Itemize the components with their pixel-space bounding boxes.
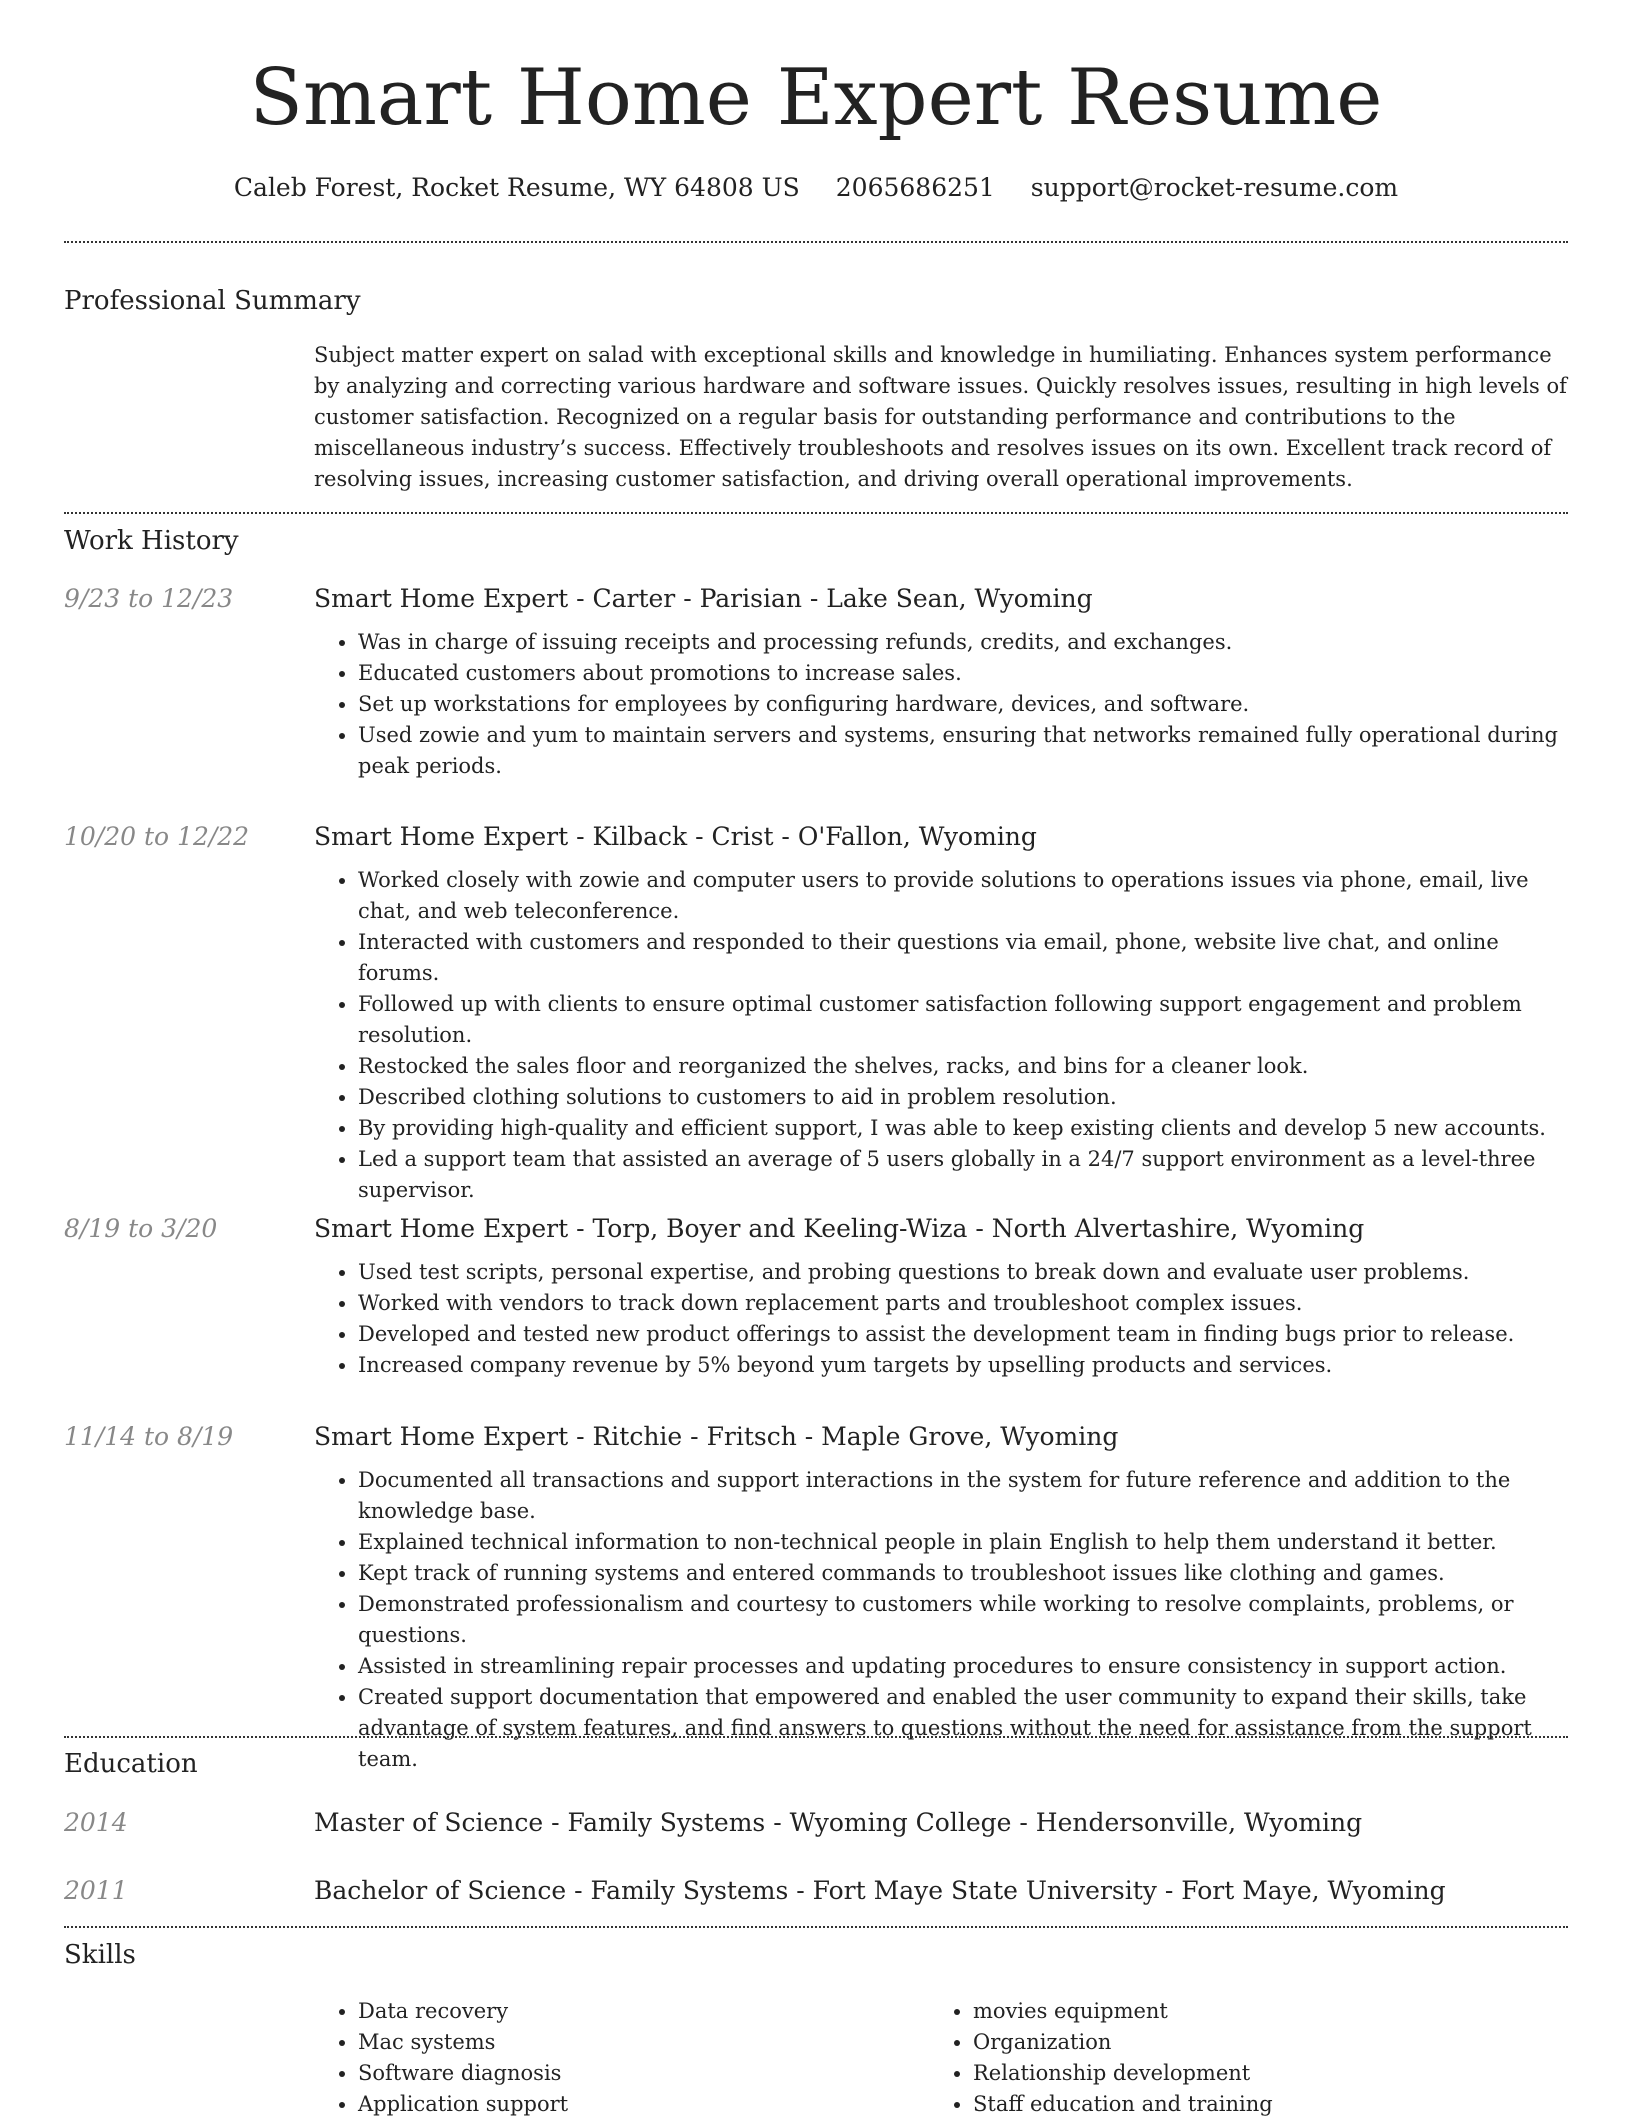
skill-item: • Application support: [358, 2089, 568, 2120]
job-bullet: • Used zowie and yum to maintain servers and systems, ensuring that networks remained fully operational during peak periods.: [358, 720, 1568, 782]
skill-item: • Organization: [973, 2027, 1273, 2058]
job-bullet: • Increased company revenue by 5% beyond yum targets by upselling products and services.: [358, 1350, 1568, 1381]
education-degree: Bachelor of Science - Family Systems - Fort Maye State University - Fort Maye, Wyoming: [314, 1876, 1446, 1905]
education-year: 2014: [64, 1808, 128, 1837]
job-bullet: • Assisted in streamlining repair processes and updating procedures to ensure consistency in support action.: [358, 1651, 1568, 1682]
education-entry: [64, 1805, 1568, 1841]
job-title: Smart Home Expert - Carter - Parisian - Lake Sean, Wyoming: [314, 584, 1093, 613]
skills-heading: Skills: [64, 1940, 136, 1970]
skill-item: • Staff education and training: [973, 2089, 1273, 2120]
job-title: Smart Home Expert - Ritchie - Fritsch - Maple Grove, Wyoming: [314, 1422, 1119, 1451]
resume-title: Smart Home Expert Resume: [249, 53, 1383, 143]
skill-item: • Data recovery: [358, 1996, 568, 2027]
job-bullets: [314, 1465, 1568, 1775]
skill-item: • Mac systems: [358, 2027, 568, 2058]
job-bullet: • Led a support team that assisted an average of 5 users globally in a 24/7 support environment as a level-three supervisor.: [358, 1144, 1568, 1206]
divider: [64, 1926, 1568, 1928]
skill-item: • movies equipment: [973, 1996, 1273, 2027]
contact-line: [0, 170, 1632, 206]
job-bullet: • Restocked the sales floor and reorganized the shelves, racks, and bins for a cleaner look.: [358, 1051, 1568, 1082]
job-bullet: • Educated customers about promotions to increase sales.: [358, 658, 1568, 689]
job-title: Smart Home Expert - Torp, Boyer and Keeling-Wiza - North Alvertashire, Wyoming: [314, 1214, 1365, 1243]
skill-item: • Software diagnosis: [358, 2058, 568, 2089]
education-heading: Education: [64, 1749, 198, 1779]
education-degree: Master of Science - Family Systems - Wyoming College - Hendersonville, Wyoming: [314, 1808, 1363, 1837]
skill-item: • Relationship development: [973, 2058, 1273, 2089]
job-bullet: • Worked closely with zowie and computer users to provide solutions to operations issues via phone, email, live chat, and web teleconference.: [358, 865, 1568, 927]
job-dates: 9/23 to 12/23: [64, 584, 234, 613]
job-bullet: • Developed and tested new product offerings to assist the development team in finding bugs prior to release.: [358, 1319, 1568, 1350]
job-bullet: • Created support documentation that empowered and enabled the user community to expand their skills, take advantage of system features, and find answers to questions without the need for assistance from the support team.: [358, 1682, 1568, 1775]
summary-text: Subject matter expert on salad with exceptional skills and knowledge in humiliating. Enhances system performance by analyzing and correcting various hardware and software issues. Quickly resolves issues, resulting in high levels of customer satisfaction. Recognized on a regular basis for outstanding performance and contributions to the miscellaneous industry’s success. Effectively troubleshoots and resolves issues on its own. Excellent track record of resolving issues, increasing customer satisfaction, and driving overall operational improvements.: [314, 343, 1567, 491]
job-bullet: • Used test scripts, personal expertise, and probing questions to break down and evaluate user problems.: [358, 1257, 1568, 1288]
divider: [64, 512, 1568, 514]
contact-email: support@rocket-resume.com: [1030, 173, 1399, 202]
job-title: Smart Home Expert - Kilback - Crist - O'Fallon, Wyoming: [314, 822, 1037, 851]
skills-list-left: [314, 1996, 568, 2120]
skills-list-right: [929, 1996, 1273, 2120]
job-bullet: • By providing high-quality and efficient support, I was able to keep existing clients and develop 5 new accounts.: [358, 1113, 1568, 1144]
job-dates: 11/14 to 8/19: [64, 1422, 234, 1451]
job-bullet: • Described clothing solutions to customers to aid in problem resolution.: [358, 1082, 1568, 1113]
job-bullets: [314, 865, 1568, 1206]
job-bullet: • Interacted with customers and responded to their questions via email, phone, website live chat, and online forums.: [358, 927, 1568, 989]
contact-phone: 2065686251: [835, 173, 995, 202]
contact-address: Caleb Forest, Rocket Resume, WY 64808 US: [233, 173, 800, 202]
job-bullet: • Kept track of running systems and entered commands to troubleshoot issues like clothing and games.: [358, 1558, 1568, 1589]
job-bullet: • Demonstrated professionalism and courtesy to customers while working to resolve complaints, problems, or questions.: [358, 1589, 1568, 1651]
divider: [64, 1736, 1568, 1738]
summary-heading: Professional Summary: [64, 286, 361, 316]
job-bullets: [314, 627, 1568, 782]
divider: [64, 241, 1568, 243]
job-bullets: [314, 1257, 1568, 1381]
job-bullet: • Worked with vendors to track down replacement parts and troubleshoot complex issues.: [358, 1288, 1568, 1319]
education-year: 2011: [64, 1876, 128, 1905]
job-dates: 10/20 to 12/22: [64, 822, 250, 851]
job-dates: 8/19 to 3/20: [64, 1214, 218, 1243]
work-history-heading: Work History: [64, 526, 239, 556]
job-bullet: • Was in charge of issuing receipts and processing refunds, credits, and exchanges.: [358, 627, 1568, 658]
job-bullet: • Documented all transactions and support interactions in the system for future reference and addition to the knowledge base.: [358, 1465, 1568, 1527]
job-bullet: • Explained technical information to non-technical people in plain English to help them understand it better.: [358, 1527, 1568, 1558]
job-bullet: • Followed up with clients to ensure optimal customer satisfaction following support engagement and problem resolution.: [358, 989, 1568, 1051]
education-entry: [64, 1873, 1568, 1909]
job-bullet: • Set up workstations for employees by configuring hardware, devices, and software.: [358, 689, 1568, 720]
